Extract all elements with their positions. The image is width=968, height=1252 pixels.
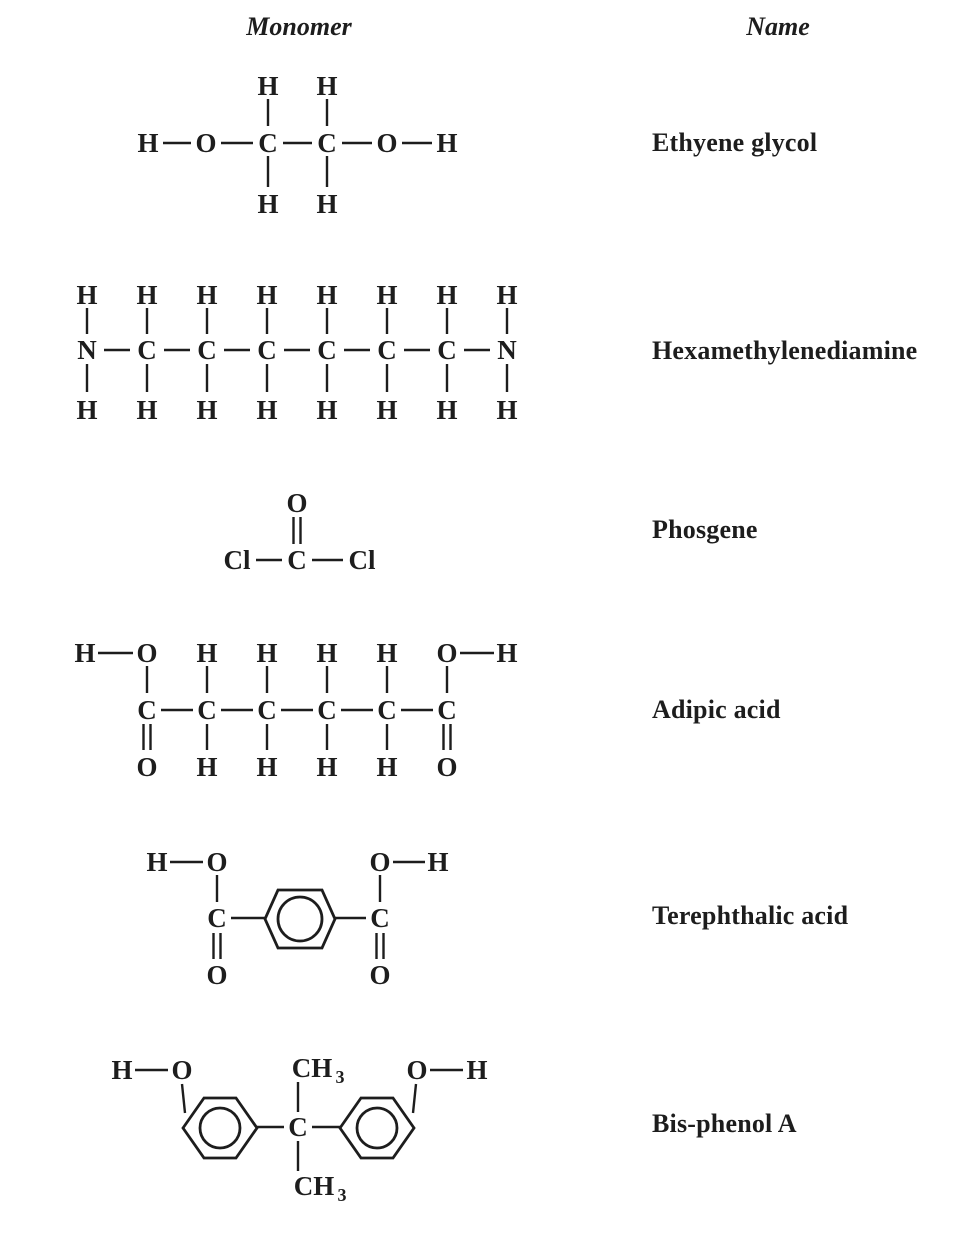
atom-label-Cl: Cl: [348, 545, 376, 575]
atom-label-H: H: [196, 752, 218, 782]
atom-label-O: O: [136, 752, 158, 782]
atom-label-H: H: [427, 847, 449, 877]
atom-label-O: O: [369, 847, 391, 877]
atom-label-C: C: [317, 128, 337, 158]
atom-label-H: H: [496, 638, 518, 668]
atom-label-C: C: [137, 695, 157, 725]
atom-label-O: O: [206, 847, 228, 877]
atom-label-H: H: [436, 128, 458, 158]
atom-label-H: H: [196, 638, 218, 668]
atom-label-H: H: [76, 395, 98, 425]
atom-label-H: H: [436, 395, 458, 425]
atom-label-O: O: [376, 128, 398, 158]
terephthalic-acid-structure: [135, 840, 465, 990]
methyl-group-label: CH: [291, 1053, 333, 1083]
atom-label-H: H: [137, 128, 159, 158]
atom-label-C: C: [288, 1112, 308, 1142]
atom-label-C: C: [370, 903, 390, 933]
atom-label-H: H: [316, 189, 338, 219]
bisphenol-a-structure: [90, 1040, 510, 1220]
atom-label-H: H: [316, 71, 338, 101]
atom-label-H: H: [376, 752, 398, 782]
atom-label-H: H: [74, 638, 96, 668]
atom-label-H: H: [316, 638, 338, 668]
methyl-group-label: CH: [293, 1171, 335, 1201]
atom-label-H: H: [436, 280, 458, 310]
atom-label-H: H: [136, 395, 158, 425]
atom-label-H: H: [496, 280, 518, 310]
methyl-subscript: 3: [335, 1067, 345, 1087]
bond: [182, 1084, 185, 1113]
atom-label-H: H: [196, 280, 218, 310]
atom-label-H: H: [256, 752, 278, 782]
hexamethylenediamine-structure: [55, 275, 525, 425]
methyl-subscript: 3: [337, 1185, 347, 1205]
adipic-acid-structure: [65, 630, 525, 790]
molecule-name-hexamethylenediamine: Hexamethylenediamine: [652, 336, 918, 365]
atom-label-Cl: Cl: [223, 545, 251, 575]
atom-label-H: H: [256, 280, 278, 310]
atom-label-O: O: [171, 1055, 193, 1085]
molecule-name-bisphenol-a: Bis-phenol A: [652, 1109, 797, 1138]
atom-label-O: O: [406, 1055, 428, 1085]
atom-label-H: H: [196, 395, 218, 425]
atom-label-C: C: [317, 335, 337, 365]
atom-label-C: C: [437, 695, 457, 725]
atom-label-C: C: [257, 335, 277, 365]
atom-label-C: C: [258, 128, 278, 158]
benzene-ring-hexagon: [265, 890, 335, 948]
atom-label-H: H: [136, 280, 158, 310]
bond: [413, 1084, 416, 1113]
molecule-name-terephthalic-acid: Terephthalic acid: [652, 901, 849, 930]
benzene-ring-circle: [278, 897, 322, 941]
atom-label-H: H: [111, 1055, 133, 1085]
column-header-name: Name: [746, 12, 810, 41]
atom-label-O: O: [286, 488, 308, 518]
atom-label-C: C: [197, 335, 217, 365]
atom-label-C: C: [207, 903, 227, 933]
atom-label-H: H: [256, 638, 278, 668]
atom-label-H: H: [466, 1055, 488, 1085]
atom-label-O: O: [136, 638, 158, 668]
atom-label-C: C: [287, 545, 307, 575]
atom-label-H: H: [146, 847, 168, 877]
atom-label-H: H: [316, 280, 338, 310]
atom-label-N: N: [497, 335, 517, 365]
atom-label-H: H: [376, 280, 398, 310]
atom-label-H: H: [376, 638, 398, 668]
atom-label-O: O: [369, 960, 391, 990]
atom-label-H: H: [257, 71, 279, 101]
ethylene-glycol-structure: [115, 60, 475, 230]
phosgene-structure: [200, 480, 400, 590]
atom-label-C: C: [257, 695, 277, 725]
atom-label-H: H: [316, 395, 338, 425]
atom-label-C: C: [137, 335, 157, 365]
molecule-name-adipic-acid: Adipic acid: [652, 695, 781, 724]
atom-label-C: C: [437, 335, 457, 365]
column-header-monomer: Monomer: [246, 12, 352, 41]
atom-label-N: N: [77, 335, 97, 365]
atom-label-H: H: [76, 280, 98, 310]
atom-label-O: O: [436, 752, 458, 782]
benzene-ring-circle: [200, 1108, 240, 1148]
atom-label-C: C: [317, 695, 337, 725]
atom-label-C: C: [377, 335, 397, 365]
atom-label-O: O: [436, 638, 458, 668]
molecule-name-ethylene-glycol: Ethyene glycol: [652, 128, 818, 157]
atom-label-C: C: [377, 695, 397, 725]
atom-label-O: O: [195, 128, 217, 158]
benzene-ring-circle: [357, 1108, 397, 1148]
molecule-name-phosgene: Phosgene: [652, 515, 758, 544]
atom-label-H: H: [376, 395, 398, 425]
atom-label-H: H: [256, 395, 278, 425]
atom-label-H: H: [316, 752, 338, 782]
atom-label-H: H: [257, 189, 279, 219]
atom-label-O: O: [206, 960, 228, 990]
atom-label-H: H: [496, 395, 518, 425]
atom-label-C: C: [197, 695, 217, 725]
